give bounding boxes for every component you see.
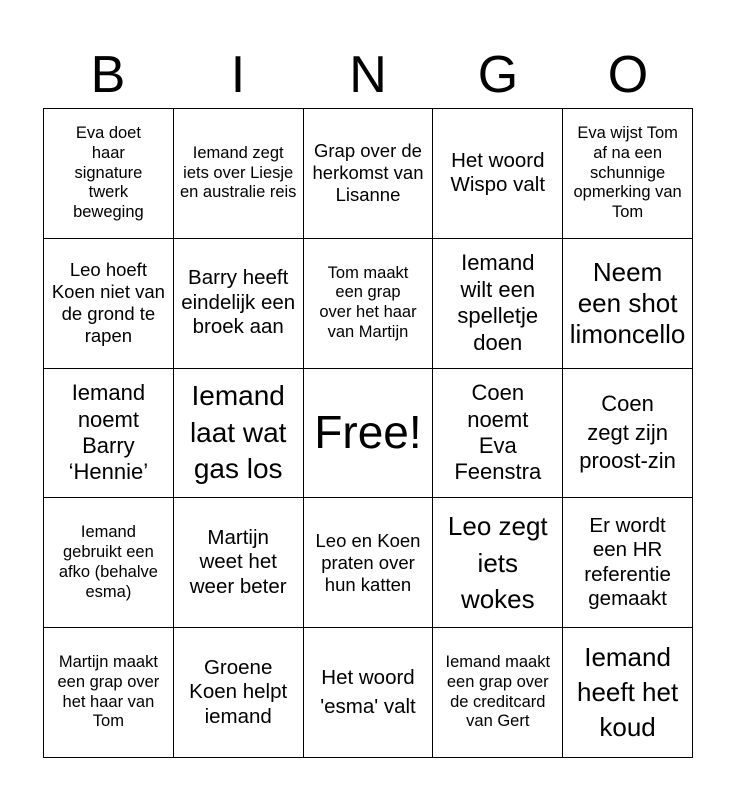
bingo-cell-text: Er wordt een HR referentie gemaakt (584, 513, 671, 611)
bingo-cell-text: Iemand laat wat gas los (189, 380, 287, 485)
bingo-cell[interactable] (44, 369, 174, 499)
bingo-cell-text: Martijn maakt een grap over het haar van Tom (57, 653, 160, 731)
free-space-label: Free! (314, 406, 422, 459)
bingo-cell[interactable] (433, 109, 563, 239)
bingo-cell-text: Leo hoeft Koen niet van de grond te rapen (51, 258, 165, 347)
bingo-cell-text: Eva wijst Tom af na een schunnige opmerking van Tom (573, 123, 682, 222)
bingo-cell[interactable] (433, 498, 563, 628)
bingo-cell-free[interactable] (304, 369, 434, 499)
bingo-cell-text: Iemand wilt een spelletje doen (457, 250, 539, 355)
bingo-cell-text: Iemand heeft het koud (576, 641, 679, 743)
bingo-cell[interactable] (174, 239, 304, 369)
bingo-cell[interactable] (304, 628, 434, 758)
bingo-cell-text: Grap over de herkomst van Lisanne (312, 140, 424, 206)
bingo-cell[interactable] (433, 369, 563, 499)
bingo-cell-text: Tom maakt een grap over het haar van Martijn (319, 263, 417, 341)
bingo-cell-text: Barry heeft eindelijk een broek aan (181, 266, 296, 339)
bingo-card-grid (43, 108, 693, 758)
bingo-cell[interactable] (563, 498, 693, 628)
bingo-cell-text: Iemand zegt iets over Liesje en australie reis (179, 143, 297, 202)
bingo-cell-text: Eva doet haar signature twerk beweging (73, 123, 144, 222)
bingo-cell-text: Leo en Koen praten over hun katten (315, 529, 421, 595)
bingo-cell[interactable] (174, 628, 304, 758)
bingo-cell[interactable] (563, 109, 693, 239)
bingo-cell[interactable] (44, 628, 174, 758)
bingo-cell[interactable] (433, 239, 563, 369)
bingo-cell-text: Iemand noemt Barry ‘Hennie’ (68, 380, 149, 485)
bingo-cell[interactable] (304, 109, 434, 239)
bingo-cell[interactable] (174, 369, 304, 499)
bingo-cell[interactable] (174, 109, 304, 239)
bingo-cell[interactable] (174, 498, 304, 628)
header-letter-o: O (607, 46, 649, 104)
bingo-cell-text: Coen zegt zijn proost-zin (579, 391, 676, 474)
bingo-header (43, 44, 693, 106)
bingo-cell[interactable] (563, 628, 693, 758)
bingo-cell[interactable] (563, 239, 693, 369)
bingo-cell-text: Martijn weet het weer beter (189, 525, 287, 599)
bingo-cell-text: Iemand maakt een grap over de creditcard van Gert (445, 653, 551, 731)
bingo-cell[interactable] (304, 239, 434, 369)
bingo-cell[interactable] (563, 369, 693, 499)
bingo-cell[interactable] (44, 498, 174, 628)
bingo-cell[interactable] (44, 109, 174, 239)
bingo-cell-text: Groene Koen helpt iemand (189, 655, 288, 728)
bingo-cell[interactable] (44, 239, 174, 369)
bingo-cell-text: Leo zegt iets wokes (447, 511, 548, 614)
bingo-cell-text: Het woord 'esma' valt (320, 665, 416, 718)
bingo-cell[interactable] (304, 498, 434, 628)
header-letter-b: B (90, 46, 126, 104)
bingo-cell-text: Coen noemt Eva Feenstra (454, 380, 542, 485)
bingo-cell-text: Neem een shot limoncello (569, 257, 686, 349)
header-letter-g: G (477, 46, 519, 104)
header-letter-n: N (349, 46, 387, 104)
bingo-cell[interactable] (433, 628, 563, 758)
bingo-cell-text: Iemand gebruikt een afko (behalve esma) (58, 523, 158, 601)
header-letter-i: I (230, 46, 246, 104)
bingo-cell-text: Het woord Wispo valt (450, 148, 546, 197)
